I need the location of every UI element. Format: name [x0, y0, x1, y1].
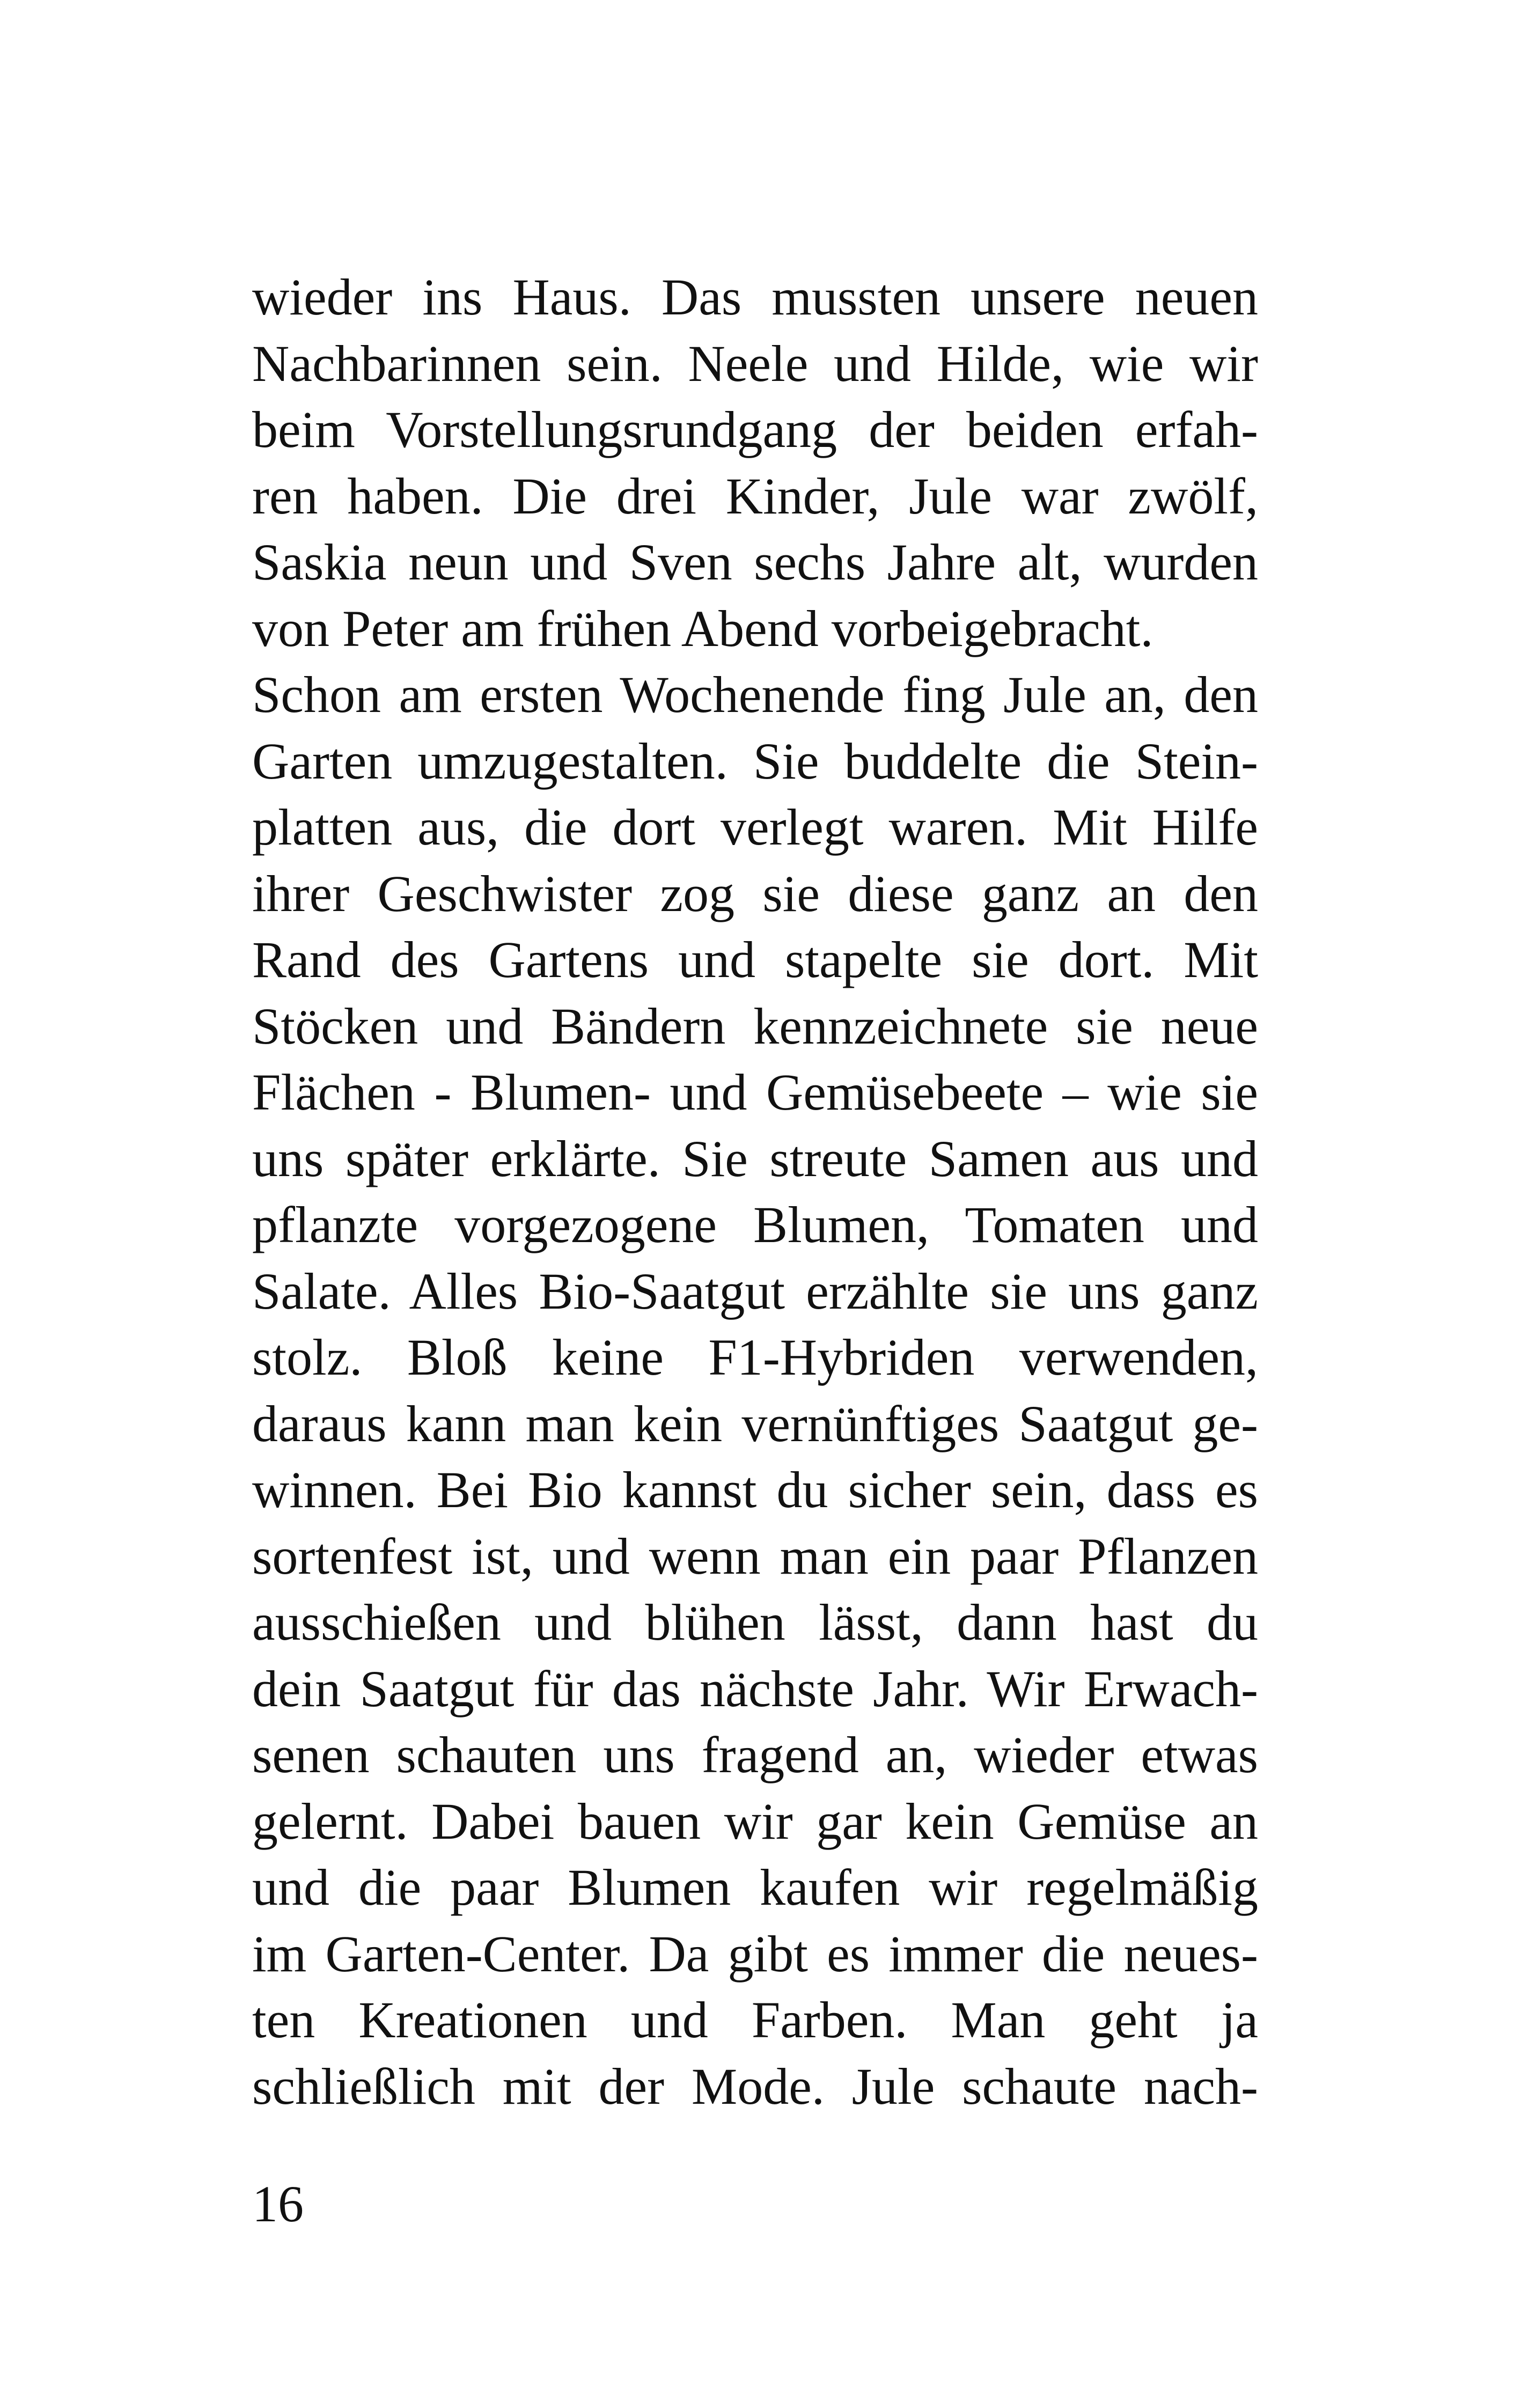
text-line: winnen. Bei Bio kannst du sicher sein, dass es: [252, 1461, 1258, 1518]
text-line: platten aus, die dort verlegt waren. Mit Hilfe: [252, 798, 1258, 856]
text-line: und die paar Blumen kaufen wir regelmäßig: [252, 1859, 1258, 1916]
text-line: Stöcken und Bändern kennzeichnete sie neue: [252, 997, 1258, 1055]
text-line: ten Kreationen und Farben. Man geht ja: [252, 1991, 1258, 2049]
text-line: schließlich mit der Mode. Jule schaute nach-: [252, 2057, 1258, 2115]
body-text: [252, 264, 1258, 2119]
text-line: Rand des Gartens und stapelte sie dort. Mit: [252, 931, 1258, 988]
text-line: Saskia neun und Sven sechs Jahre alt, wurden: [252, 533, 1258, 591]
text-line: Schon am ersten Wochenende fing Jule an, den: [252, 666, 1258, 723]
text-line: ausschießen und blühen lässt, dann hast du: [252, 1594, 1258, 1651]
text-line: Nachbarinnen sein. Neele und Hilde, wie wir: [252, 334, 1258, 392]
text-line: sortenfest ist, und wenn man ein paar Pflanzen: [252, 1527, 1258, 1585]
text-line: senen schauten uns fragend an, wieder etwas: [252, 1726, 1258, 1783]
text-line: uns später erklärte. Sie streute Samen aus und: [252, 1129, 1258, 1187]
text-line: im Garten-Center. Da gibt es immer die neues-: [252, 1925, 1258, 1983]
page-number: 16: [252, 2175, 304, 2233]
text-line: Garten umzugestalten. Sie buddelte die Stein-: [252, 732, 1258, 790]
text-line: Salate. Alles Bio-Saatgut erzählte sie uns ganz: [252, 1262, 1258, 1320]
text-line: gelernt. Dabei bauen wir gar kein Gemüse an: [252, 1792, 1258, 1850]
text-line: ihrer Geschwister zog sie diese ganz an den: [252, 864, 1258, 922]
text-line: Flächen - Blumen- und Gemüsebeete – wie sie: [252, 1063, 1258, 1121]
text-line: von Peter am frühen Abend vorbeigebracht.: [252, 599, 1153, 657]
text-line: wieder ins Haus. Das mussten unsere neuen: [252, 268, 1258, 326]
text-line: dein Saatgut für das nächste Jahr. Wir Erwach-: [252, 1660, 1258, 1717]
text-line: daraus kann man kein vernünftiges Saatgut ge-: [252, 1394, 1258, 1452]
text-line: stolz. Bloß keine F1-Hybriden verwenden,: [252, 1328, 1258, 1386]
text-line: beim Vorstellungsrundgang der beiden erfah-: [252, 401, 1258, 458]
text-line: ren haben. Die drei Kinder, Jule war zwölf,: [252, 467, 1258, 525]
text-line: pflanzte vorgezogene Blumen, Tomaten und: [252, 1196, 1258, 1253]
